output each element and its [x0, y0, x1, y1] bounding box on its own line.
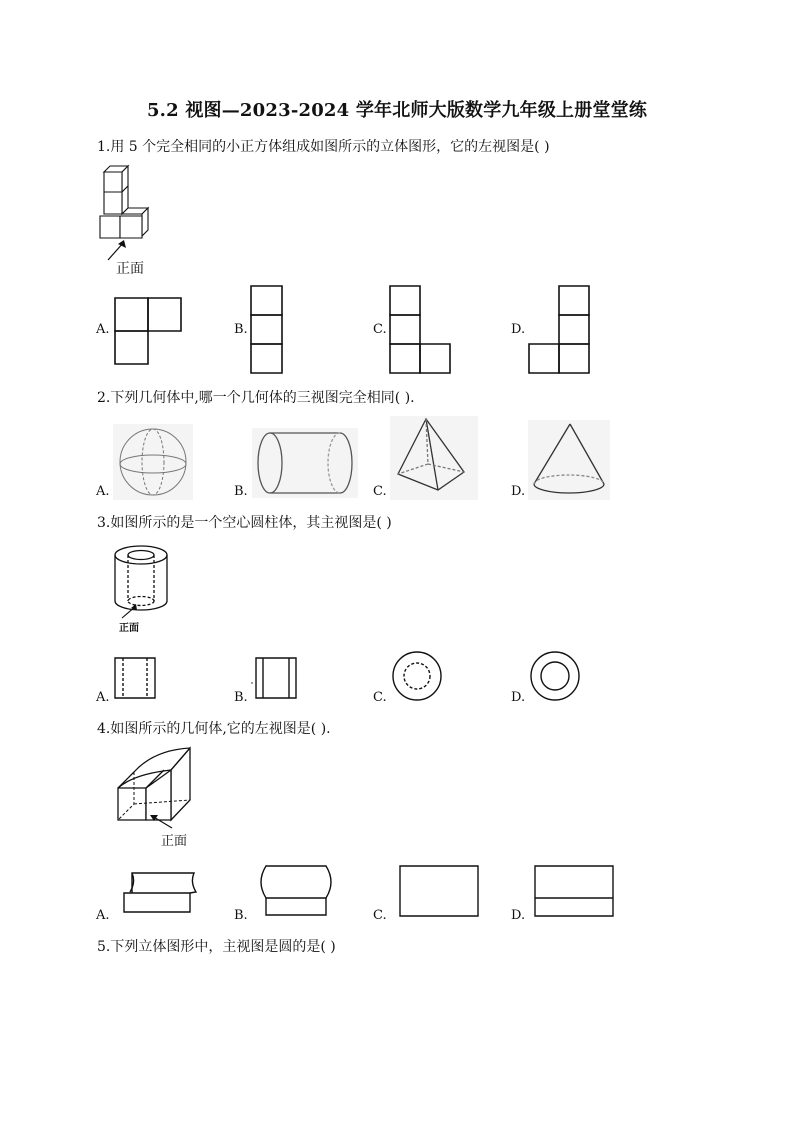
q1-option-b-label[interactable]: B.: [234, 322, 248, 337]
q1-option-c-label[interactable]: C.: [373, 322, 387, 337]
q1-option-d-figure[interactable]: [528, 285, 592, 377]
q2-option-c-label[interactable]: C.: [373, 484, 387, 499]
q1-option-a-label[interactable]: A.: [96, 322, 110, 337]
q1-option-c-figure[interactable]: [389, 285, 453, 377]
q4-option-a-label[interactable]: A.: [96, 908, 110, 923]
q1-option-a-figure[interactable]: [113, 296, 183, 366]
q3-option-c-figure[interactable]: [390, 650, 444, 704]
q2-option-c-pyramid[interactable]: [390, 416, 478, 500]
q3-option-b-label[interactable]: B.: [234, 690, 248, 705]
page-title: 5.2 视图—2023-2024 学年北师大版数学九年级上册堂堂练: [146, 100, 648, 121]
q3-hollow-cylinder-figure: [108, 544, 174, 628]
q1-front-label: 正面: [116, 261, 144, 277]
q4-option-c-figure[interactable]: [398, 864, 482, 918]
q4-option-b-label[interactable]: B.: [234, 908, 248, 923]
q3-option-d-figure[interactable]: [528, 650, 582, 704]
q4-option-d-figure[interactable]: [533, 864, 617, 918]
q1-option-b-figure[interactable]: [250, 285, 284, 377]
question-2-text: 2.下列几何体中,哪一个几何体的三视图完全相同( ).: [97, 390, 415, 406]
q3-option-a-label[interactable]: A.: [96, 690, 110, 705]
question-3-text: 3.如图所示的是一个空心圆柱体，其主视图是( ): [97, 515, 392, 531]
q2-option-b-cylinder[interactable]: [252, 428, 358, 498]
question-5-text: 5.下列立体图形中，主视图是圆的是( ): [97, 939, 336, 955]
question-4-text: 4.如图所示的几何体,它的左视图是( ).: [97, 721, 331, 737]
q4-option-d-label[interactable]: D.: [511, 908, 526, 923]
question-1-text: 1.用 5 个完全相同的小正方体组成如图所示的立体图形，它的左视图是( ): [97, 139, 550, 155]
q2-option-d-cone[interactable]: [528, 420, 610, 500]
q2-option-a-sphere[interactable]: [113, 424, 193, 500]
q4-front-label: 正面: [161, 834, 188, 849]
q3-option-b-figure[interactable]: [252, 656, 298, 702]
q2-option-d-label[interactable]: D.: [511, 484, 526, 499]
q3-option-d-label[interactable]: D.: [511, 690, 526, 705]
q2-option-a-label[interactable]: A.: [96, 484, 110, 499]
q3-option-a-figure[interactable]: [113, 656, 157, 702]
q1-option-d-label[interactable]: D.: [511, 322, 526, 337]
q2-option-b-label[interactable]: B.: [234, 484, 248, 499]
q4-option-b-figure[interactable]: [256, 864, 336, 918]
q3-front-label: 正面: [119, 623, 139, 634]
q4-option-a-figure[interactable]: [120, 868, 204, 916]
q4-option-c-label[interactable]: C.: [373, 908, 387, 923]
q3-option-c-label[interactable]: C.: [373, 690, 387, 705]
